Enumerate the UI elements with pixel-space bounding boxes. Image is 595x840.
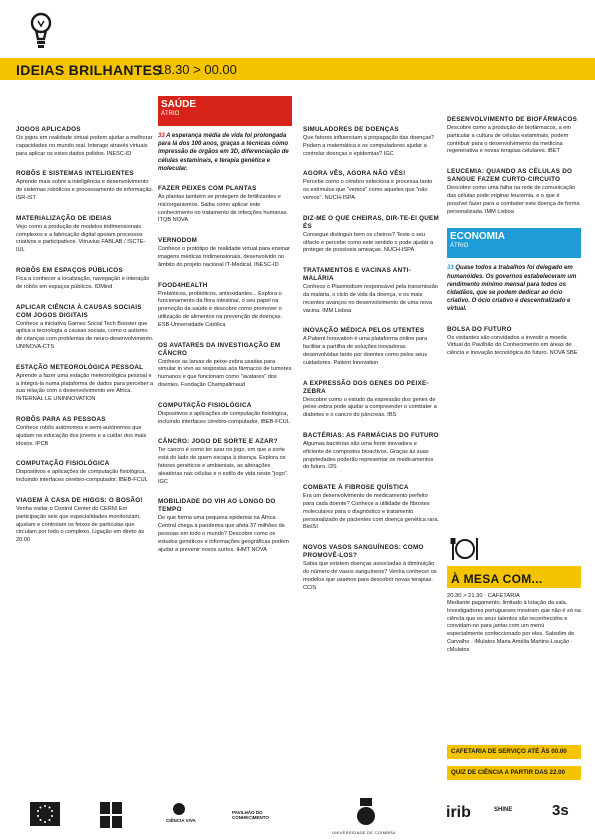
item-text: Aprende mais sobre a inteligência e desenvolvimento de sistemas robóticos e processamento de informação. ISR-IST: [16, 179, 154, 201]
program-item: [16, 126, 154, 158]
item-text: Vejo como a produção de modelos tridimensionais complexos e a fabricação digital apoiam processos criativos e participativos. Vitruvius FABLAB / ISCTE-IUL: [16, 223, 146, 254]
item-title: COMPUTAÇÃO FISIOLÓGICA: [158, 401, 252, 409]
quote-text: A esperança média de vida foi prolongada para lá dos 100 anos, graças a técnicas como impressão de órgãos em 3D, diferenciação de células estaminais, e terapia genética e molecular.: [158, 133, 289, 172]
coimbra-crest-logo: [356, 798, 376, 828]
section-room: ÁTRIO: [450, 243, 469, 250]
item-text: Prebióticos, probióticos, antioxidantes... Explora o funcionamento da flora intestinal, o seu papel na promoção da saúde e descobre como promover o utilização de alimentos na prevenção de doenças. ESB-Universidade Católica: [158, 290, 283, 328]
item-title: TRATAMENTOS E VACINAS ANTI-MALÁRIA: [303, 267, 411, 283]
item-title: INOVAÇÃO MÉDICA PELOS UTENTES: [303, 327, 425, 335]
program-item: [303, 267, 439, 315]
program-item: [303, 327, 439, 367]
program-item: [158, 498, 292, 554]
event-time: 18.30 > 00.00: [157, 62, 237, 77]
item-text: Conhece robôs autónomos e semi-autónomos que ajudam na educação dos jovens e a cuidar dos mais idosos. IPCB: [16, 424, 147, 447]
ciencia-viva-logo: CIÊNCIA VIVA: [166, 818, 196, 823]
mesa-text: Mediante pagamento, limitado à lotação da sala. Investigadores portugueses mostram que não é só na ciência que os seus talentos são reconhecidos e convidam-no para jantar com um menú especialmente confeccionado por eles. Salsolim de Carvalho · iMulatos Maria Amélia Martins-Loução · cMulatos: [447, 600, 581, 653]
program-item: [158, 438, 292, 486]
program-item: [16, 497, 154, 545]
university-name: UNIVERSIDADE DE COIMBRA: [332, 830, 396, 835]
quote-number: 33: [158, 133, 165, 139]
item-title: VERNODOM: [158, 237, 198, 245]
section-room: ÁTRIO: [161, 111, 180, 117]
quote-text: Quase todos a trabalhos foi delegado em humanóides. Os governos estabeleceram um rendimento mínimo mensal para todos os cidadãos, que se podem dedicar ao ócio criativo. O ócio criativo é descentralizado e virtual.: [447, 265, 577, 313]
mesa-title: À MESA COM...: [451, 572, 543, 586]
program-item: [16, 215, 154, 255]
dining-icon: [450, 534, 480, 562]
item-title: ROBÔS EM ESPAÇOS PÚBLICOS: [16, 266, 123, 274]
item-text: Percebe como o cérebro seleciona e processa tanto os estímulos que "vemos" como aqueles que "não vemos". NUCH-ISPA: [303, 179, 433, 201]
program-item: [447, 168, 581, 216]
column-2: [158, 96, 292, 566]
item-title: MATERIALIZAÇÃO DE IDEIAS: [16, 214, 112, 222]
program-item: [303, 170, 439, 202]
item-text: Os visitantes são convidados a investir a moeda Virtual do Pavilhão do Conhecimento em áreas de ciência e inovação tecnológica do futuro. NOVA SBE: [447, 334, 578, 357]
item-text: Consegue distinguir bem os cheiros? Teste o seu olfacto e percebe como este sentido o pode ajudar a proteger de possíveis ameaças. NUCH-ISPA: [303, 231, 434, 254]
item-title: APLICAR CIÊNCIA À CAUSAS SOCIAIS COM JOGOS DIGITAIS: [16, 303, 142, 319]
item-title: DESENVOLVIMENTO DE BIOFÁRMACOS: [447, 116, 578, 123]
lightbulb-icon: [30, 12, 52, 52]
item-text: Ter cancro é como ter azar no jogo, em que a sorte está do lado de quem escapa à doença. Explora os fatores genéticos e ambientais, as alterações aleatórias nas células e o estilo de vida neste "jogo". IGC: [158, 447, 289, 485]
program-item: [16, 416, 154, 448]
page-title: IDEIAS BRILHANTES: [16, 62, 162, 78]
mesa-time: 20.30 > 21.30 · CAFETARIA: [447, 593, 520, 599]
item-text: Algumas bactérias são uma fonte inovadora e eficiente de compostos bioactivos. Graças às suas propriedades poderão representar os medicamentos do futuro. I3S: [303, 440, 434, 471]
column-4: [447, 116, 581, 370]
program-item: [303, 544, 439, 592]
program-item: [303, 432, 439, 472]
program-item: [16, 364, 154, 404]
item-text: De que forma uma pequena epidemia na África Central chega à pandemia que afeta 37 milhões de pessoas em todo o mundo? Descobre como os estudos genéticos e informações geográficas podem ajudar a prevenir novos surtos. IHMT NOVA: [158, 515, 289, 553]
program-item: [158, 185, 292, 225]
item-title: ESTAÇÃO METEOROLÓGICA PESSOAL: [16, 363, 144, 371]
3s-logo: 3s: [552, 802, 569, 819]
quote-number: 33: [447, 265, 454, 272]
item-text: Dispositivos e aplicações de computação fisiológica, incluindo interfaces cérebro-computador. IBEB-FCUL: [16, 469, 148, 484]
ciencia-viva-mark-icon: [172, 802, 186, 816]
mesa-header: [447, 566, 581, 588]
irib-logo: irib: [446, 804, 471, 821]
item-text: Que fatores influenciam a propagação das doenças? Podem a matemática e os computadores ajudar a controlar doenças e epidemias? IGC: [303, 135, 435, 157]
item-text: Descobre como uma falha na rede de comunicação das células pode originar leucemia, e o que é possível fazer para a combater este doença de forma personalizada. IMM Lisboa: [447, 185, 580, 215]
item-text: Aprende a fazer uma estação meteorológica pessoal e a integrá-la numa plataforma de dados para perceber a sua relação com o desenvolvimento em África. INTERNAL LE UNINNOVATION: [16, 372, 154, 403]
scenario-quote: [158, 132, 292, 173]
item-text: A Patient Innovation é uma plataforma online para facilitar a partilha de soluções inovadoras desenvolvidas tanto por doentes como pelos seus cuidadores. Patient Innovation: [303, 336, 428, 366]
item-title: A EXPRESSÃO DOS GENES DO PEIXE-ZEBRA: [303, 379, 429, 395]
item-title: AGORA VÊS, AGORA NÃO VÊS!: [303, 170, 406, 178]
program-item: [16, 460, 154, 485]
item-text: Sabia que existem doenças associadas à diminuição do número de vasos sanguíneos? Venha conhecer os modelos que usamos para descobrir novas terapias. CCIS: [303, 561, 437, 591]
item-text: Conhece a iniciativa Games Social Tech Booster que aplica a tecnologia a causas sociais, como o autismo de crianças com problemas de neuro-desenvolvimento. UNINOVA-CTS: [16, 320, 154, 350]
section-title: SAÚDE: [161, 99, 197, 110]
item-title: BACTÉRIAS: AS FARMÁCIAS DO FUTURO: [303, 431, 439, 439]
column-1: [16, 126, 154, 557]
item-title: FOOD4HEALTH: [158, 281, 208, 289]
item-text: Dispositivos e aplicações de computação fisiológica, incluindo interfaces cérebro-computador. IBEB-FCUL: [158, 410, 290, 425]
program-item: [303, 215, 439, 255]
item-title: BOLSA DO FUTURO: [447, 325, 512, 333]
item-text: Fica a conhecer a localização, navegação e interação de robôs em espaços públicos. IDMind: [16, 275, 150, 290]
footer-logos: [0, 796, 595, 840]
item-text: Conhece as larvas de peixe-zebra usadas para simular in vivo as respostas aos fármacos de tumores humanos e que funcionam como "avatares" dos doentes. Fundação Champalimaud: [158, 358, 292, 388]
program-item: [158, 402, 292, 427]
shine-logo: SHINE: [494, 807, 513, 813]
item-title: NOVOS VASOS SANGUÍNEOS: COMO PROMOVÊ-LOS?: [303, 544, 424, 560]
section-title: ECONOMIA: [450, 231, 505, 243]
program-item: [16, 267, 154, 292]
item-text: Conhece o Plasmodium responsável pela transmissão da malária, o ciclo de vida da doença, e os mais recentes avanços no desenvolvimento de uma nova vacina. IMM Lisboa: [303, 284, 438, 314]
item-title: ROBÔS PARA AS PESSOAS: [16, 415, 106, 423]
item-title: LEUCEMIA: QUANDO AS CÉLULAS DO SANGUE FAZEM CURTO-CIRCUITO: [447, 168, 573, 184]
item-title: COMBATE À FIBROSE QUÍSTICA: [303, 484, 409, 492]
mesa-details: [447, 592, 581, 655]
program-item: [303, 380, 439, 420]
section-header-saude: [158, 96, 292, 126]
program-item: [16, 304, 154, 352]
program-item: [158, 342, 292, 390]
program-item: [303, 126, 439, 158]
cafetaria-notice: CAFETARIA DE SERVIÇO ATÉ ÀS 00.00: [447, 745, 581, 759]
program-item: [447, 116, 581, 156]
item-title: MOBILIDADE DO VIH AO LONGO DO TEMPO: [158, 498, 276, 514]
item-text: Era um desenvolvimento de medicamento perfeito para cada doente? Conhece a utilidade de fibroses moleculares para o diagnóstico e tratamento personalizado de pacientes com doença genética rara. BioISI: [303, 493, 439, 531]
program-item: [303, 484, 439, 532]
item-title: FAZER PEIXES COM PLANTAS: [158, 185, 257, 193]
item-text: Conhece o protótipo de realidade virtual para ensinar imagens médicas tridimensionais, desenvolvido no âmbito do projeto nacional IT-Medical. INESC-ID: [158, 246, 290, 268]
program-item: [158, 237, 292, 269]
item-title: COMPUTAÇÃO FISIOLÓGICA: [16, 460, 110, 468]
quiz-notice: QUIZ DE CIÊNCIA A PARTIR DAS 22.00: [447, 766, 581, 780]
item-title: SIMULADORES DE DOENÇAS: [303, 126, 399, 133]
section-header-economia: [447, 228, 581, 258]
item-title: VIAGEM À CASA DE HIGGS: O BOSÃO!: [16, 496, 143, 504]
item-text: Venha visitar o Control Center do CERN! Em participação seis que especialidades monitorizam, ajustam e controlam os feixes de partículas que circulam por todo o complexo. Ligação em direto às 20.00: [16, 505, 145, 544]
eu-flag-logo: [30, 802, 60, 826]
item-text: Descobre como a produção de biofármacos, a em particular a cultura de células estaminais, podem contribuir para o desenvolvimento da medicina regenerativa e novas terapias celulares. iBET: [447, 125, 572, 155]
scenario-quote: [447, 264, 581, 313]
program-item: [447, 326, 581, 358]
column-3: [303, 126, 439, 604]
item-title: ROBÔS E SISTEMAS INTELIGENTES: [16, 170, 134, 178]
item-text: As plantas também se protegem de fertilizantes e microrganismos. Saiba como aplicar este conhecimento no tratamento de infecções humanas. ITQB NOVA: [158, 194, 288, 224]
pavilhao-logo: PAVILHÃO DO CONHECIMENTO: [232, 810, 269, 820]
item-text: Os jogos em realidade virtual podem ajudar a melhorar capacidades no mundo real. Interage através virtuais para aplicar os estes dados polidos. INESC-ID: [16, 135, 153, 157]
partner-logo-1: [100, 802, 124, 830]
item-title: DIZ-ME O QUE CHEIRAS, DIR-TE-EI QUEM ÉS: [303, 214, 439, 230]
item-title: CÂNCRO: JOGO DE SORTE E AZAR?: [158, 438, 278, 446]
header-bar: [0, 58, 595, 80]
program-item: [158, 282, 292, 330]
item-title: OS AVATARES DA INVESTIGAÇÃO EM CÂNCRO: [158, 341, 281, 357]
program-item: [16, 170, 154, 202]
item-text: Descobre como o estudo da expressão dos genes de peixe-zebra pode ajudar a compreender o combater a diabetes e o cancro do pâncreas. IBS: [303, 396, 437, 419]
item-title: JOGOS APLICADOS: [16, 126, 81, 133]
